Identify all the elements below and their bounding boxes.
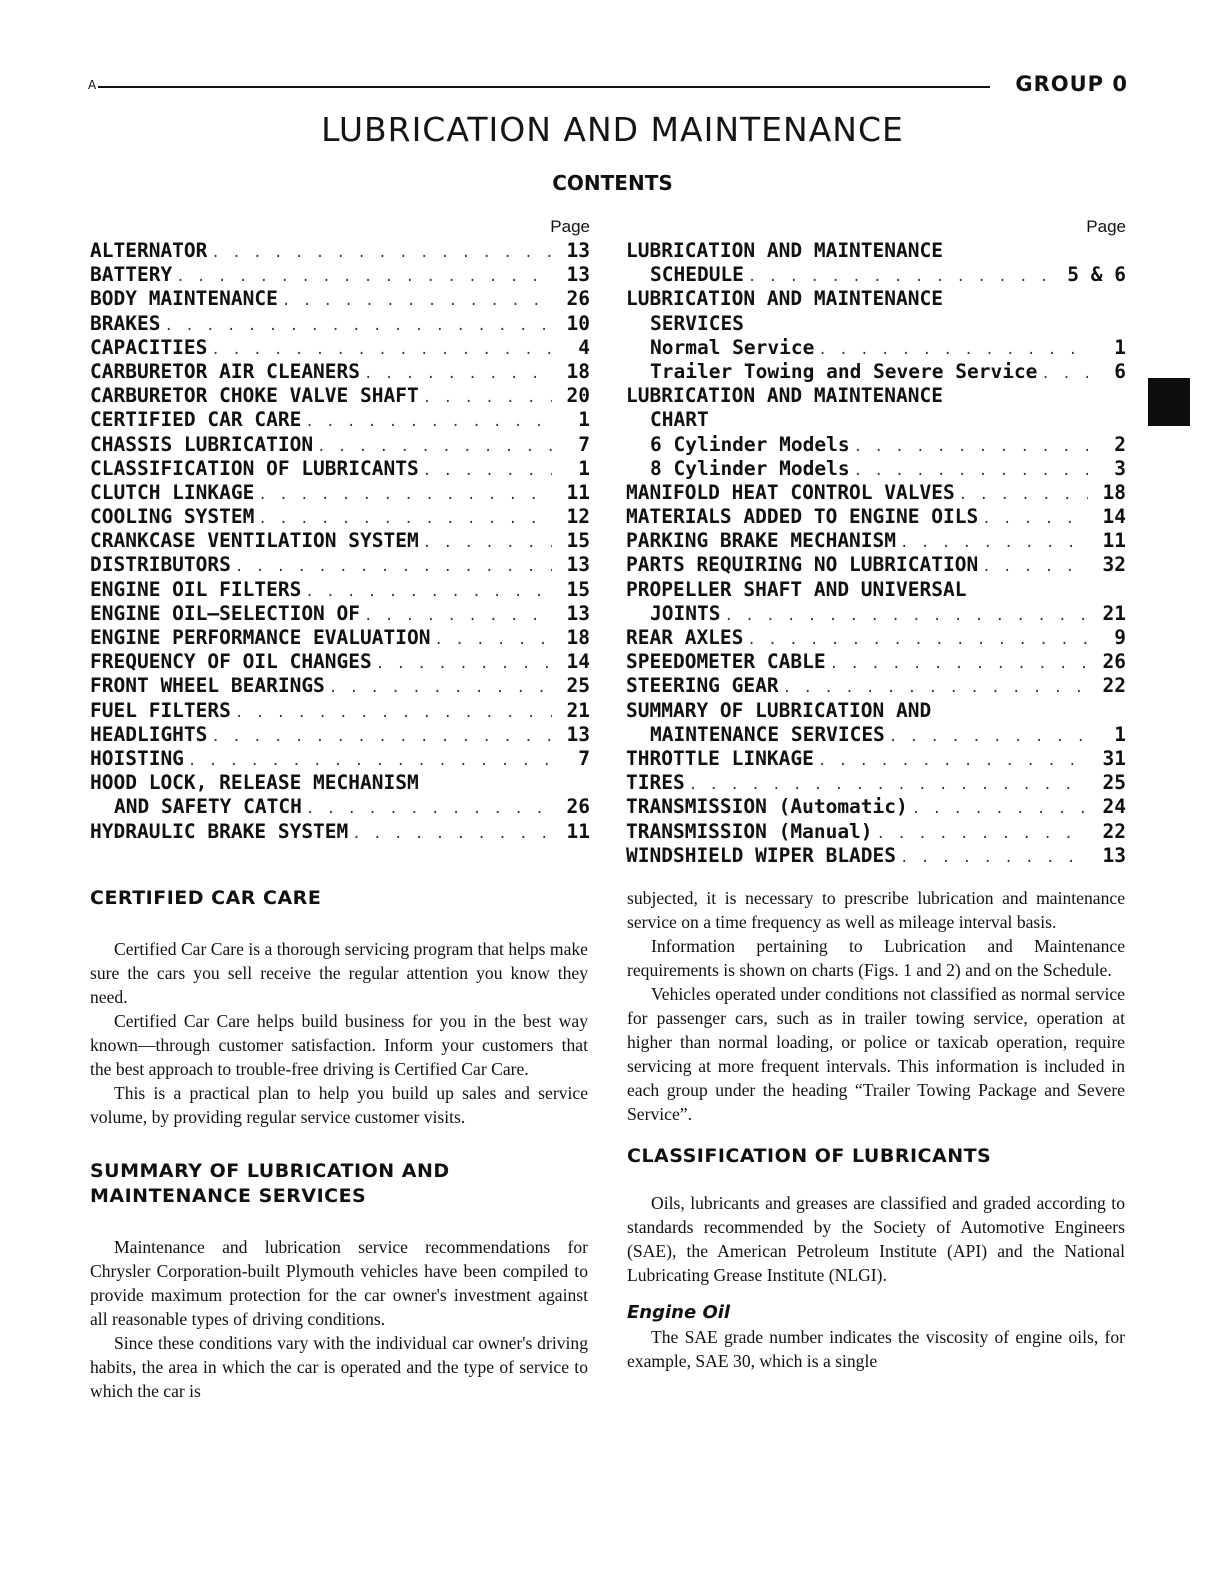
toc-entry-label: DISTRIBUTORS [90,553,231,577]
toc-entry [90,699,590,723]
toc-entry-label: TRANSMISSION (Automatic) [626,795,908,819]
toc-entry-label: HOOD LOCK, RELEASE MECHANISM [90,771,419,795]
toc-entry [626,844,1126,868]
toc-entry [626,287,1126,311]
toc-entry [626,239,1126,263]
toc-entry-label: THROTTLE LINKAGE [626,746,814,770]
toc-entry [626,602,1126,626]
toc-entry-page: 13 [566,722,590,746]
toc-entry-page: 14 [1102,505,1126,529]
toc-entry-label: STEERING GEAR [626,674,779,698]
toc-entry-page: 15 [566,577,590,601]
dot-leader [235,559,552,575]
toc-entry [626,747,1126,771]
toc-entry [90,771,590,795]
dot-leader [235,705,552,721]
toc-entry-label: WINDSHIELD WIPER BLADES [626,843,897,867]
paragraph: The SAE grade number indicates the viscosity of engine oils, for example, SAE 30, which is a single [627,1327,1125,1371]
section-heading-certified: CERTIFIED CAR CARE [90,887,322,909]
toc-entry-label: SPEEDOMETER CABLE [626,650,826,674]
toc-entry-label: FREQUENCY OF OIL CHANGES [90,650,372,674]
toc-entry [626,263,1126,287]
dot-leader [376,656,552,672]
toc-entry-page: 18 [566,626,590,649]
heading-line: SUMMARY OF LUBRICATION AND [90,1160,450,1182]
dot-leader [211,342,552,358]
dot-leader [900,850,1088,866]
toc-entry [90,820,590,844]
body-right-column [627,886,1125,1373]
toc-entry [90,481,590,505]
toc-entry-label: CLUTCH LINKAGE [90,480,255,504]
toc-entry [90,795,590,819]
corner-mark: A [88,78,97,92]
toc-entry-page: 13 [1102,843,1126,867]
toc-entry-label: ENGINE OIL FILTERS [90,577,302,601]
heading-line: MAINTENANCE SERVICES [90,1185,367,1207]
toc-entry-label: BODY MAINTENANCE [90,287,278,311]
dot-leader [305,584,552,600]
toc-entry-label: TIRES [626,771,685,795]
toc-entry [626,771,1126,795]
toc-entry-label: ENGINE OIL—SELECTION OF [90,601,361,625]
dot-leader [854,439,1088,455]
dot-leader [306,801,552,817]
toc-entry-page: 7 [578,432,590,456]
toc-entry-label: Normal Service [650,335,815,359]
toc-entry [626,384,1126,408]
toc-entry [626,481,1126,505]
toc-entry-page: 11 [566,819,590,843]
header-rule [98,86,990,88]
toc-entry-label: FRONT WHEEL BEARINGS [90,674,325,698]
toc-entry [90,336,590,360]
toc-entry-page: 4 [578,335,590,359]
toc-entry-label: COOLING SYSTEM [90,505,255,529]
toc-entry [90,674,590,698]
toc-entry-page: 11 [1102,529,1126,553]
toc-entry-label: PARKING BRAKE MECHANISM [626,529,897,553]
toc-entry-page: 21 [1102,601,1126,625]
toc-entry-label: ENGINE PERFORMANCE EVALUATION [90,626,431,649]
toc-left-column [90,217,590,844]
dot-leader [423,535,552,551]
toc-entry-label: LUBRICATION AND MAINTENANCE [626,287,943,311]
toc-entry-label: BATTERY [90,263,173,287]
contents-heading: CONTENTS [552,171,673,195]
page-header [88,72,1128,102]
toc-entry [626,529,1126,553]
paragraph: Vehicles operated under conditions not classified as normal service for passenger cars, such as in trailer towing service, operation at higher than normal loading, or police or taxicab operation, require servicing at more frequent intervals. This information is included in each group under the heading “Trailer Towing Package and Severe Service”. [627,984,1125,1124]
toc-entry-label: CRANKCASE VENTILATION SYSTEM [90,529,419,553]
toc-entry-page: 15 [566,529,590,553]
toc-entry [90,239,590,263]
toc-entry [626,723,1126,747]
toc-entry-page: 1 [1114,722,1126,746]
dot-leader [783,680,1088,696]
toc-entry [90,408,590,432]
toc-entry [90,626,590,650]
toc-entry-page: 22 [1102,674,1126,698]
dot-leader [854,463,1088,479]
toc-entry-label: PROPELLER SHAFT AND UNIVERSAL [626,577,967,601]
toc-entry [626,457,1126,481]
toc-entry-page: 3 [1114,456,1126,480]
toc-entry-page: 14 [566,650,590,674]
dot-leader [830,656,1088,672]
section-heading-summary [90,1159,588,1209]
dot-leader [211,245,552,261]
page-column-header: Page [550,217,590,236]
toc-entry-page: 1 [578,408,590,432]
dot-leader [364,608,552,624]
toc-entry [90,723,590,747]
dot-leader [959,487,1088,503]
dot-leader [889,729,1088,745]
toc-entry-label: HYDRAULIC BRAKE SYSTEM [90,819,349,843]
section-tab-marker [1148,378,1190,426]
toc-entry [90,747,590,771]
toc-entry [90,650,590,674]
toc-entry [90,312,590,336]
toc-entry-label: MAINTENANCE SERVICES [650,722,885,746]
dot-leader [982,511,1088,527]
toc-entry [626,312,1126,336]
toc-entry-page: 6 [1114,359,1126,383]
toc-entry [90,360,590,384]
toc-entry [90,578,590,602]
toc-entry-page: 5 & 6 [1067,263,1126,287]
toc-entry [626,433,1126,457]
dot-leader [982,559,1088,575]
toc-entry-page: 1 [1114,335,1126,359]
toc-entry-label: LUBRICATION AND MAINTENANCE [626,239,943,262]
toc-entry [626,650,1126,674]
page-column-header: Page [1086,217,1126,236]
toc-entry-label: SERVICES [650,311,744,335]
toc-entry-page: 2 [1114,432,1126,456]
page-title: LUBRICATION AND MAINTENANCE [321,110,904,149]
section-heading-classification: CLASSIFICATION OF LUBRICANTS [627,1145,992,1167]
dot-leader [912,801,1088,817]
toc-entry-label: PARTS REQUIRING NO LUBRICATION [626,553,979,577]
dot-leader [900,535,1088,551]
toc-entry-label: CLASSIFICATION OF LUBRICANTS [90,456,419,480]
toc-entry-page: 26 [566,795,590,819]
toc-entry-page: 18 [566,359,590,383]
toc-entry-label: JOINTS [650,601,721,625]
dot-leader [188,753,552,769]
toc-entry-page: 21 [566,698,590,722]
toc-entry [626,505,1126,529]
toc-entry [90,505,590,529]
toc-entry-page: 32 [1102,553,1126,577]
paragraph: This is a practical plan to help you build up sales and service volume, by providing regular service customer visits. [90,1083,588,1127]
toc-entry-page: 25 [1102,771,1126,795]
toc-entry-label: FUEL FILTERS [90,698,231,722]
toc-entry [626,408,1126,432]
toc-entry-page: 9 [1114,626,1126,649]
toc-entry-page: 12 [566,505,590,529]
paragraph: Certified Car Care is a thorough servicing program that helps make sure the cars you sell receive the regular attention you know they need. [90,939,588,1007]
dot-leader [164,318,552,334]
toc-entry-page: 13 [566,601,590,625]
subheading-engine-oil: Engine Oil [627,1302,731,1323]
body-left-column [90,886,588,1403]
toc-entry-label: 8 Cylinder Models [650,456,850,480]
toc-entry [90,433,590,457]
dot-leader [258,487,552,503]
toc-entry-label: CAPACITIES [90,335,208,359]
toc-entry [626,626,1126,650]
dot-leader [423,463,552,479]
dot-leader [317,439,552,455]
toc-entry-label: ALTERNATOR [90,239,208,262]
toc-entry [626,336,1126,360]
dot-leader [329,680,552,696]
toc-entry-label: BRAKES [90,311,161,335]
toc-entry [626,360,1126,384]
toc-entry-label: CARBURETOR CHOKE VALVE SHAFT [90,384,419,408]
toc-entry-page: 10 [566,311,590,335]
toc-entry-page: 13 [566,239,590,262]
toc-entry-page: 13 [566,553,590,577]
toc-entry-label: Trailer Towing and Severe Service [650,359,1038,383]
dot-leader [176,269,552,285]
dot-leader [724,608,1088,624]
toc-entry-label: LUBRICATION AND MAINTENANCE [626,384,943,408]
toc-entry-label: REAR AXLES [626,626,744,649]
paragraph: Oils, lubricants and greases are classified and graded according to standards recommended by the Society of Automotive Engineers (SAE), the American Petroleum Institute (API) and the National Lubricating Grease Institute (NLGI). [627,1193,1125,1285]
dot-leader [818,342,1088,358]
dot-leader [689,777,1088,793]
paragraph: subjected, it is necessary to prescribe lubrication and maintenance service on a time frequency as well as mileage interval basis. [627,888,1125,932]
toc-entry-page: 20 [566,384,590,408]
toc-entry-page: 24 [1102,795,1126,819]
toc-entry [90,263,590,287]
dot-leader [352,826,552,842]
toc-entry-label: AND SAFETY CATCH [114,795,302,819]
toc-entry-page: 25 [566,674,590,698]
dot-leader [364,366,552,382]
paragraph: Information pertaining to Lubrication and Maintenance requirements is shown on charts (Figs. 1 and 2) and on the Schedule. [627,936,1125,980]
toc-entry-page: 11 [566,480,590,504]
toc-entry-page: 22 [1102,819,1126,843]
dot-leader [434,632,552,648]
toc-entry [90,287,590,311]
toc-entry-label: SCHEDULE [650,263,744,287]
toc-entry-label: HEADLIGHTS [90,722,208,746]
toc-entry-page: 18 [1102,480,1126,504]
toc-entry-page: 7 [578,746,590,770]
paragraph: Since these conditions vary with the individual car owner's driving habits, the area in which the car is operated and the type of service to which the car is [90,1333,588,1401]
toc-entry-label: MATERIALS ADDED TO ENGINE OILS [626,505,979,529]
toc-entry-page: 31 [1102,746,1126,770]
dot-leader [258,511,552,527]
toc-entry-page: 1 [578,456,590,480]
dot-leader [305,414,552,430]
toc-entry [626,674,1126,698]
dot-leader [818,753,1088,769]
toc-entry-label: CHART [650,408,709,432]
toc-entry [90,384,590,408]
toc-entry-label: CERTIFIED CAR CARE [90,408,302,432]
toc-entry-label: 6 Cylinder Models [650,432,850,456]
toc-entry [626,795,1126,819]
toc-entry [90,602,590,626]
toc-entry-label: TRANSMISSION (Manual) [626,819,873,843]
toc-entry-page: 13 [566,263,590,287]
toc-entry [90,553,590,577]
dot-leader [877,826,1088,842]
toc-entry [90,457,590,481]
dot-leader [748,269,1063,285]
toc-entry-label: MANIFOLD HEAT CONTROL VALVES [626,480,955,504]
dot-leader [282,293,552,309]
toc-entry-label: CARBURETOR AIR CLEANERS [90,359,361,383]
toc-entry-page: 26 [566,287,590,311]
toc-entry-label: HOISTING [90,746,184,770]
toc-entry-page: 26 [1102,650,1126,674]
dot-leader [1041,366,1088,382]
toc-entry [626,553,1126,577]
toc-right-column [626,217,1126,868]
toc-entry [626,578,1126,602]
paragraph: Certified Car Care helps build business for you in the best way known—through customer satisfaction. Inform your customers that the best approach to trouble-free driving is Certified Car Care. [90,1011,588,1079]
group-label: GROUP 0 [1015,72,1128,96]
toc-entry [90,529,590,553]
toc-entry [626,820,1126,844]
paragraph: Maintenance and lubrication service recommendations for Chrysler Corporation-built Plymouth vehicles have been compiled to provide maximum protection for the car owner's investment against all reasonable types of driving conditions. [90,1237,588,1329]
dot-leader [423,390,552,406]
dot-leader [747,632,1088,648]
toc-entry [626,699,1126,723]
dot-leader [211,729,552,745]
toc-entry-label: CHASSIS LUBRICATION [90,432,314,456]
toc-entry-label: SUMMARY OF LUBRICATION AND [626,698,932,722]
